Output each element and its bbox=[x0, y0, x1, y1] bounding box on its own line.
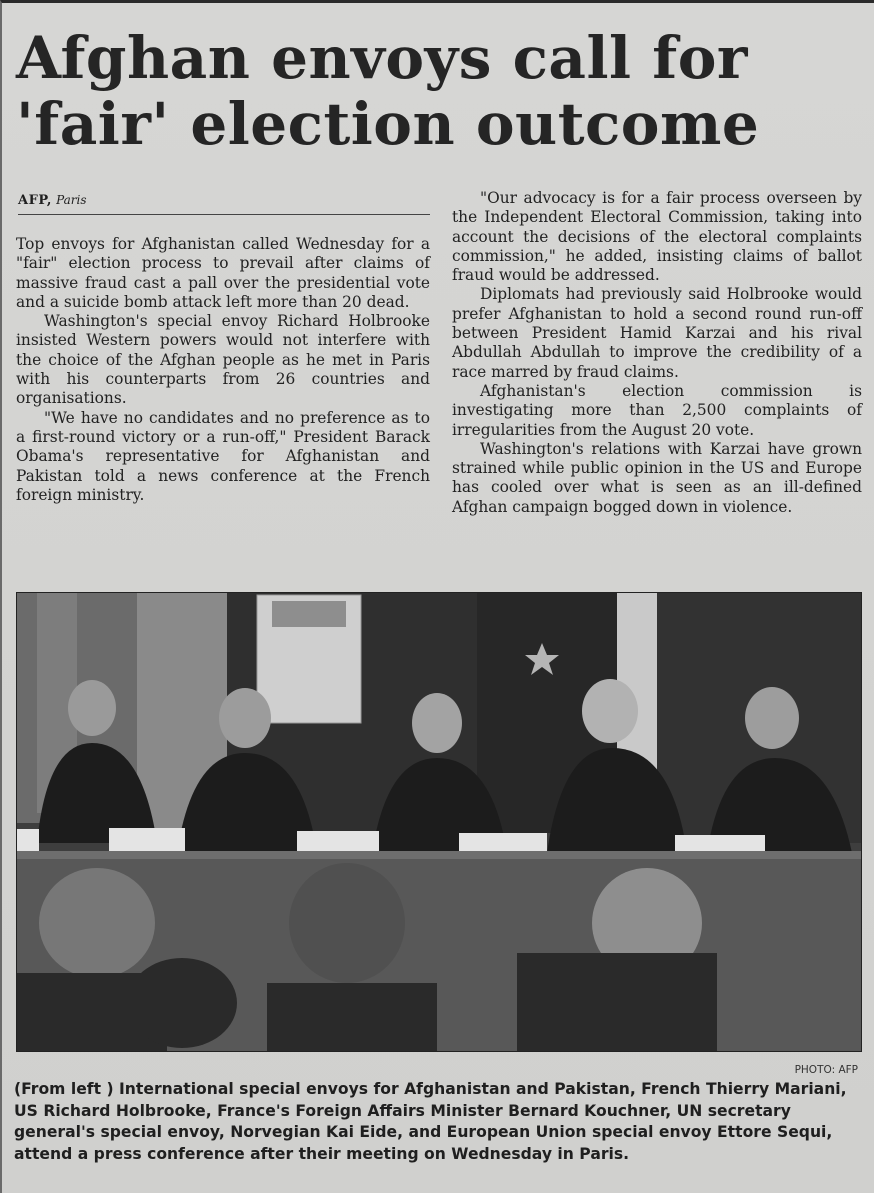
paragraph: Washington's relations with Karzai have grown strained while public opinion in the US and Europe has cooled over what is seen as an ill-defined Afghan campaign bogged down in violence. bbox=[452, 439, 862, 516]
paragraph: "Our advocacy is for a fair process overseen by the Independent Electoral Commission, taking into account the decisions of the electoral complaints commission," he added, insisting claims of ballot fraud would be addressed. bbox=[452, 189, 862, 285]
photo-illustration bbox=[17, 593, 862, 1052]
photo-caption: (From left ) International special envoys for Afghanistan and Pakistan, French Thierry Mariani, US Richard Holbrooke, France's Foreign Affairs Minister Bernard Kouchner, UN secretary general's special envoy, Norvegian Kai Eide, and European Union special envoy Ettore Sequi, attend a press conference after their meeting on Wednesday in Paris. bbox=[14, 1080, 847, 1163]
paragraph: "We have no candidates and no preference as to a first-round victory or a run-off," President Barack Obama's representative for Afghanistan and Pakistan told a news conference at the French foreign ministry. bbox=[16, 408, 430, 504]
article-column-right bbox=[452, 189, 862, 517]
paragraph: Top envoys for Afghanistan called Wednesday for a "fair" election process to prevail after claims of massive fraud cast a pall over the presidential vote and a suicide bomb attack left more than 20 dead. bbox=[16, 235, 430, 311]
headline-line-1: Afghan envoys call for bbox=[16, 24, 748, 92]
press-conference-photo bbox=[16, 592, 862, 1052]
paragraph: Afghanistan's election commission is investigating more than 2,500 complaints of irregularities from the August 20 vote. bbox=[452, 381, 862, 439]
photo-credit: PHOTO: AFP bbox=[794, 1064, 858, 1076]
paragraph: Washington's special envoy Richard Holbrooke insisted Western powers would not interfere with the choice of the Afghan people as he met in Paris with his counterparts from 26 countries and organisations. bbox=[16, 312, 430, 408]
paragraph: Diplomats had previously said Holbrooke would prefer Afghanistan to hold a second round run-off between President Hamid Karzai and his rival Abdullah Abdullah to improve the credibility of a race marred by fraud claims. bbox=[452, 285, 862, 381]
byline-dateline: Paris bbox=[56, 193, 87, 207]
headline-line-2: 'fair' election outcome bbox=[16, 90, 760, 158]
byline-agency: AFP, bbox=[18, 193, 52, 208]
article-column-left bbox=[16, 235, 430, 505]
headline bbox=[16, 25, 866, 157]
byline bbox=[18, 193, 430, 215]
